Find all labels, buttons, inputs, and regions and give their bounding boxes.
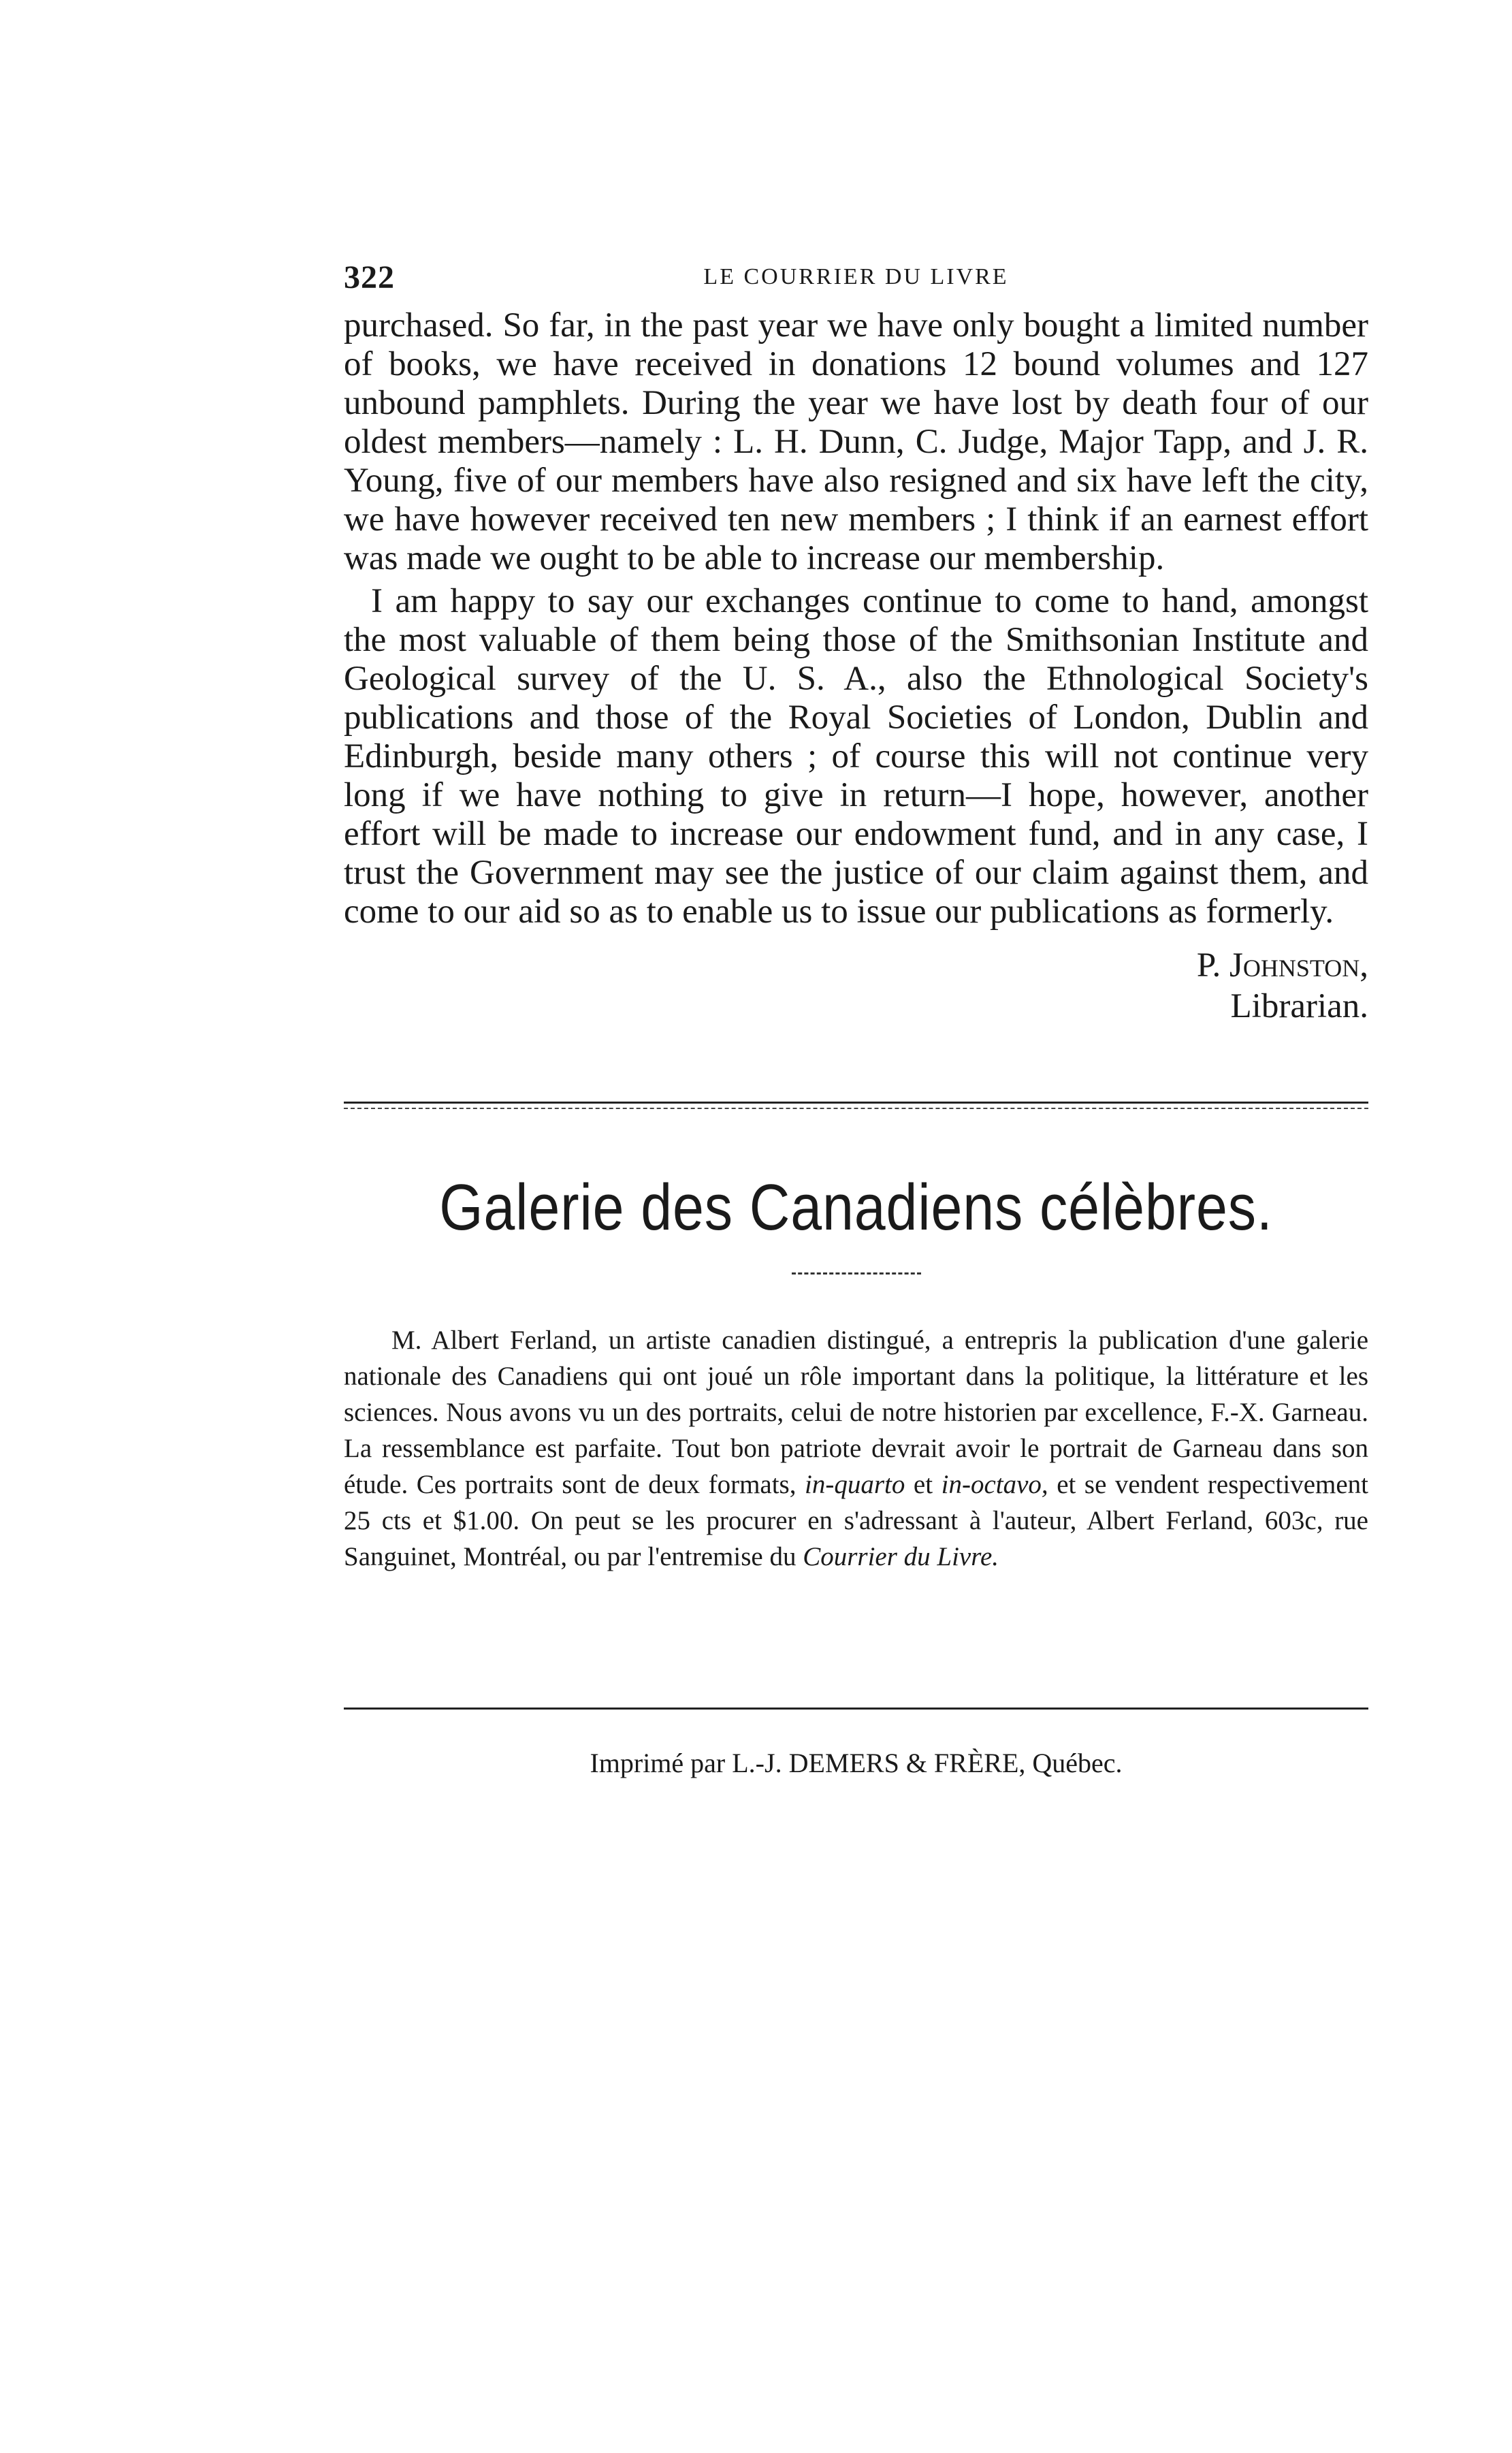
notice-text-continued: et se vendent respectivement 25 cts et $1.00. On peut se les procurer en s'adressant à l'auteur, Albert Ferland, 603c, rue Sanguinet, Montréal, ou par l'entremise du <box>344 1470 1368 1571</box>
printer-imprint: Imprimé par L.-J. DEMERS & FRÈRE, Québec. <box>590 1748 1123 1778</box>
gallery-notice <box>344 1322 1368 1575</box>
signature <box>344 945 1368 1027</box>
running-head <box>344 259 1368 306</box>
journal-title: LE COURRIER DU LIVRE <box>703 264 1009 289</box>
notice-conjunction: et <box>913 1470 933 1499</box>
title-ornament-rule <box>792 1272 921 1274</box>
format-quarto: in-quarto <box>805 1470 905 1499</box>
notice-text: M. Albert Ferland, un artiste canadien distingué, a entrepris la publication d'une galerie nationale des Canadiens qui ont joué un rôle important dans la politique, la littérature et les sciences. Nous avons vu un des portraits, celui de notre historien par excellence, F.-X. Garneau. La ressemblance est parfaite. Tout bon patriote devrait avoir le portrait de Garneau dans son étude. Ces portraits sont de deux formats, <box>344 1326 1368 1499</box>
page-number: 322 <box>344 259 395 295</box>
footer-rule <box>344 1708 1368 1710</box>
librarian-report <box>344 306 1368 931</box>
signature-initial: P. <box>1196 946 1221 984</box>
report-paragraph: purchased. So far, in the past year we have only bought a limited number of books, we have received in donations 12 bound volumes and 127 unbound pamphlets. During the year we have lost by death four of our oldest members—namely : L. H. Dunn, C. Judge, Major Tapp, and J. R. Young, five of our members have also resigned and six have left the city, we have however received ten new members ; I think if an earnest effort was made we ought to be able to increase our membership. <box>344 306 1368 577</box>
signature-title: Librarian. <box>1230 987 1368 1025</box>
page <box>344 259 1368 1779</box>
signature-surname: Johnston, <box>1229 946 1368 984</box>
section-divider <box>344 1102 1368 1109</box>
format-octavo: in-octavo, <box>941 1470 1048 1499</box>
report-paragraph: I am happy to say our exchanges continue to come to hand, amongst the most valuable of them being those of the Smithsonian Institute and Geological survey of the U. S. A., also the Ethnological Society's publications and those of the Royal Societies of London, Dublin and Edinburgh, beside many others ; of course this will not continue very long if we have nothing to give in return—I hope, however, another effort will be made to increase our endowment fund, and in any case, I trust the Government may see the justice of our claim against them, and come to our aid so as to enable us to issue our publications as formerly. <box>344 582 1368 931</box>
courrier-title: Courrier du Livre. <box>803 1542 999 1571</box>
section-title: Galerie des Canadiens célèbres. <box>439 1171 1273 1244</box>
signature-name <box>344 945 1368 986</box>
